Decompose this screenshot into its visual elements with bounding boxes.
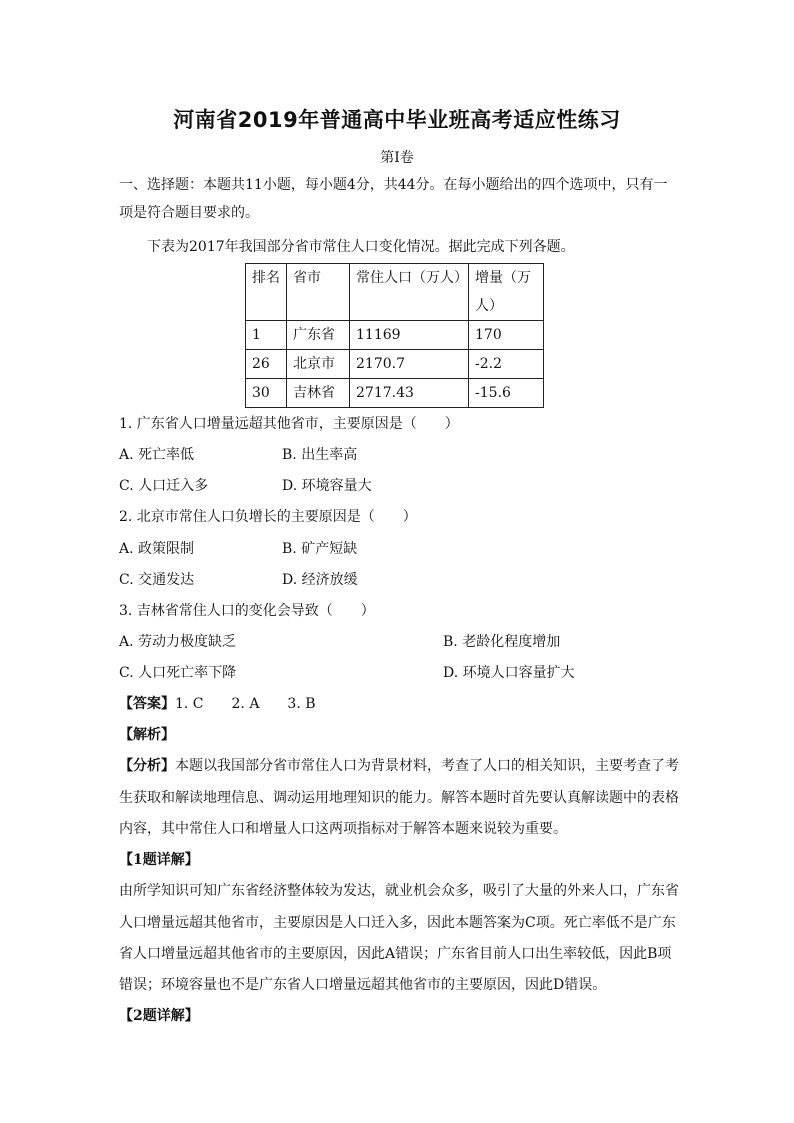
table-header-cell: 常住人口（万人）	[350, 264, 469, 321]
question-2-stem: 2. 北京市常住人口负增长的主要原因是（ ）	[119, 509, 417, 525]
page-title: 河南省2019年普通高中毕业班高考适应性练习	[173, 108, 621, 132]
volume-label: 第I卷	[380, 150, 414, 166]
q1-detail-line-1: 由所学知识可知广东省经济整体较为发达，就业机会众多，吸引了大量的外来人口，广东省	[119, 883, 679, 899]
table-row	[246, 350, 544, 379]
question-1-option-c: C. 人口迁入多	[119, 478, 209, 494]
table-cell: 26	[246, 350, 287, 379]
question-1-option-b: B. 出生率高	[282, 447, 358, 463]
table-row	[246, 321, 544, 350]
table-header-row	[246, 264, 544, 321]
question-2-option-b: B. 矿产短缺	[282, 541, 358, 557]
q1-detail-label: 【1题详解】	[119, 852, 199, 868]
table-cell: 11169	[350, 321, 469, 350]
question-2-option-a: A. 政策限制	[119, 541, 195, 557]
population-table	[245, 263, 544, 408]
table-header-cell: 省市	[287, 264, 350, 321]
question-3-stem: 3. 吉林省常住人口的变化会导致（ ）	[119, 603, 375, 619]
q1-detail-line-4: 错误；环境容量也不是广东省人口增量远超其他省市的主要原因，因此D错误。	[119, 977, 607, 993]
question-3-option-a: A. 劳动力极度缺乏	[119, 634, 237, 650]
question-3-option-b: B. 老龄化程度增加	[443, 634, 561, 650]
section-intro: 一、选择题：本题共11小题，每小题4分，共44分。在每小题给出的四个选项中，只有一项是符合题目要求的。	[119, 177, 668, 221]
question-1-option-d: D. 环境容量大	[282, 478, 372, 494]
question-1-option-a: A. 死亡率低	[119, 447, 195, 463]
fenxi-line-1	[119, 752, 679, 780]
table-cell: 吉林省	[287, 379, 350, 408]
table-intro: 下表为2017年我国部分省市常住人口变化情况。据此完成下列各题。	[147, 239, 575, 255]
fenxi-text-1: 本题以我国部分省市常住人口为背景材料，考查了人口的相关知识，主要考查了考	[175, 758, 679, 774]
question-2-option-d: D. 经济放缓	[282, 572, 358, 588]
table-header-cell: 增量（万人）	[469, 264, 544, 321]
table-cell: 2717.43	[350, 379, 469, 408]
table-header-cell: 排名	[246, 264, 287, 321]
table-cell: 北京市	[287, 350, 350, 379]
question-1-stem: 1. 广东省人口增量远超其他省市，主要原因是（ ）	[119, 416, 459, 432]
fenxi-line-2: 生获取和解读地理信息、调动运用地理知识的能力。解答本题时首先要认真解读题中的表格	[119, 790, 679, 806]
table-row	[246, 379, 544, 408]
question-2-option-c: C. 交通发达	[119, 572, 195, 588]
fenxi-line-3: 内容，其中常住人口和增量人口这两项指标对于解答本题来说较为重要。	[119, 821, 567, 837]
q1-detail-line-3: 省人口增量远超其他省市的主要原因，因此A错误；广东省目前人口出生率较低，因此B项	[119, 946, 672, 962]
answer-line	[119, 690, 316, 718]
table-cell: 170	[469, 321, 544, 350]
q1-detail-line-2: 人口增量远超其他省市，主要原因是人口迁入多，因此本题答案为C项。死亡率低不是广东	[119, 915, 676, 931]
question-3-option-c: C. 人口死亡率下降	[119, 665, 237, 681]
table-cell: 1	[246, 321, 287, 350]
table-cell: 2170.7	[350, 350, 469, 379]
q2-detail-label: 【2题详解】	[119, 1008, 199, 1024]
analysis-heading: 【解析】	[119, 727, 175, 743]
table-cell: 30	[246, 379, 287, 408]
answer-text: 1. C 2. A 3. B	[175, 696, 316, 712]
table-cell: -2.2	[469, 350, 544, 379]
table-cell: 广东省	[287, 321, 350, 350]
table-cell: -15.6	[469, 379, 544, 408]
question-3-option-d: D. 环境人口容量扩大	[443, 665, 575, 681]
answer-label: 【答案】	[119, 696, 175, 712]
fenxi-label: 【分析】	[119, 758, 175, 774]
